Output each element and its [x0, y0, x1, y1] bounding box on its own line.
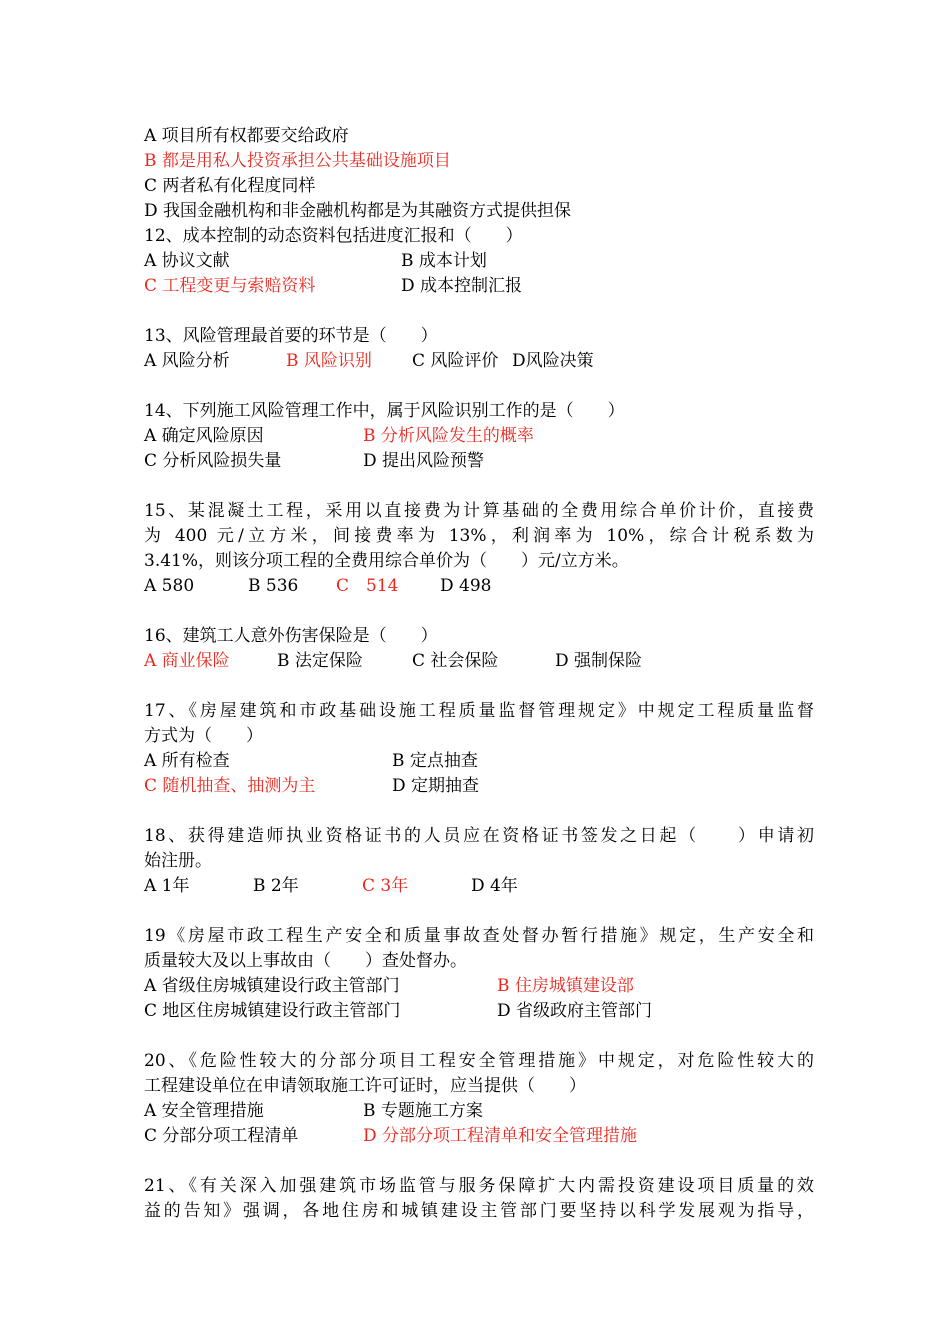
spacer — [144, 374, 814, 399]
q20-option-b: B 专题施工方案 — [363, 1101, 483, 1121]
q15-options-row — [144, 574, 814, 599]
q16-option-c: C 社会保险 — [412, 651, 499, 671]
q20-option-a: A 安全管理措施 — [144, 1101, 264, 1121]
q17-stem-line1: 17、《房屋建筑和市政基础设施工程质量监督管理规定》中规定工程质量监督 — [144, 701, 814, 721]
spacer — [144, 474, 814, 499]
q19-option-d: D 省级政府主管部门 — [497, 1001, 653, 1021]
q11-option-d: D 我国金融机构和非金融机构都是为其融资方式提供担保 — [144, 201, 572, 221]
q21-stem-line2: 益的告知》强调，各地住房和城镇建设主管部门要坚持以科学发展观为指导， — [144, 1201, 814, 1221]
q15-option-b: B 536 — [248, 576, 299, 596]
q18-option-c-correct: C 3年 — [362, 876, 409, 896]
q11-option-c: C 两者私有化程度同样 — [144, 176, 316, 196]
q18-option-b: B 2年 — [253, 876, 299, 896]
q12-option-c-correct: C 工程变更与索赔资料 — [144, 276, 316, 296]
q16-stem: 16、建筑工人意外伤害保险是（ ） — [144, 626, 438, 646]
q14-stem: 14、下列施工风险管理工作中，属于风险识别工作的是（ ） — [144, 401, 625, 421]
q15-stem-line1: 15、某混凝土工程，采用以直接费为计算基础的全费用综合单价计价，直接费 — [144, 501, 814, 521]
q19-option-c: C 地区住房城镇建设行政主管部门 — [144, 1001, 401, 1021]
q18-option-d: D 4年 — [471, 876, 518, 896]
q15-option-a: A 580 — [144, 576, 195, 596]
q12-stem: 12、成本控制的动态资料包括进度汇报和（ ） — [144, 226, 523, 246]
q17-options-row2 — [144, 774, 814, 799]
q16-option-d: D 强制保险 — [555, 651, 643, 671]
q19-options-row2 — [144, 999, 814, 1024]
q17-options-row1 — [144, 749, 814, 774]
spacer — [144, 899, 814, 924]
q17-option-d: D 定期抽查 — [392, 776, 480, 796]
q12-option-d: D 成本控制汇报 — [401, 276, 523, 296]
q20-option-d-correct: D 分部分项工程清单和安全管理措施 — [363, 1126, 638, 1146]
q14-options-row1 — [144, 424, 814, 449]
q16-options-row — [144, 649, 814, 674]
q19-options-row1 — [144, 974, 814, 999]
q20-options-row1 — [144, 1099, 814, 1124]
q17-option-b: B 定点抽查 — [392, 751, 478, 771]
q16-option-a-correct: A 商业保险 — [144, 651, 230, 671]
q19-stem-line1: 19《房屋市政工程生产安全和质量事故查处督办暂行措施》规定，生产安全和 — [144, 926, 814, 946]
q15-option-c-correct: C 514 — [336, 576, 399, 596]
q14-option-c: C 分析风险损失量 — [144, 451, 282, 471]
q12-options-row1 — [144, 249, 814, 274]
spacer — [144, 799, 814, 824]
q12-option-b: B 成本计划 — [401, 251, 487, 271]
q14-option-d: D 提出风险预警 — [363, 451, 485, 471]
spacer — [144, 299, 814, 324]
q14-option-b-correct: B 分析风险发生的概率 — [363, 426, 534, 446]
q17-option-a: A 所有检查 — [144, 751, 230, 771]
q13-stem: 13、风险管理最首要的环节是（ ） — [144, 326, 438, 346]
q19-option-b-correct: B 住房城镇建设部 — [497, 976, 634, 996]
q19-stem-line2: 质量较大及以上事故由（ ）查处督办。 — [144, 951, 467, 971]
q13-option-d: D风险决策 — [512, 351, 594, 371]
q19-option-a: A 省级住房城镇建设行政主管部门 — [144, 976, 400, 996]
spacer — [144, 674, 814, 699]
q14-options-row2 — [144, 449, 814, 474]
q18-options-row — [144, 874, 814, 899]
q12-options-row2 — [144, 274, 814, 299]
q15-stem-line2: 为 400 元/立方米，间接费率为 13%，利润率为 10%，综合计税系数为 — [144, 526, 814, 546]
q13-options-row — [144, 349, 814, 374]
q20-options-row2 — [144, 1124, 814, 1149]
q20-stem-line1: 20、《危险性较大的分部分项目工程安全管理措施》中规定，对危险性较大的 — [144, 1051, 814, 1071]
q17-option-c-correct: C 随机抽查、抽测为主 — [144, 776, 316, 796]
q21-stem-line1: 21、《有关深入加强建筑市场监管与服务保障扩大内需投资建设项目质量的效 — [144, 1176, 814, 1196]
spacer — [144, 599, 814, 624]
q11-option-a: A 项目所有权都要交给政府 — [144, 126, 349, 146]
q13-option-b-correct: B 风险识别 — [286, 351, 372, 371]
q18-option-a: A 1年 — [144, 876, 190, 896]
q20-stem-line2: 工程建设单位在申请领取施工许可证时，应当提供（ ） — [144, 1076, 586, 1096]
q13-option-c: C 风险评价 — [412, 351, 499, 371]
spacer — [144, 1149, 814, 1174]
q11-option-b-correct: B 都是用私人投资承担公共基础设施项目 — [144, 151, 451, 171]
q15-option-d: D 498 — [440, 576, 492, 596]
q18-stem-line1: 18、获得建造师执业资格证书的人员应在资格证书签发之日起（ ）申请初 — [144, 826, 814, 846]
q16-option-b: B 法定保险 — [277, 651, 363, 671]
q17-stem-line2: 方式为（ ） — [144, 726, 263, 746]
spacer — [144, 1024, 814, 1049]
q12-option-a: A 协议文献 — [144, 251, 230, 271]
q13-option-a: A 风险分析 — [144, 351, 230, 371]
q20-option-c: C 分部分项工程清单 — [144, 1126, 299, 1146]
q15-stem-line3: 3.41%，则该分项工程的全费用综合单价为（ ）元/立方米。 — [144, 551, 629, 571]
q14-option-a: A 确定风险原因 — [144, 426, 264, 446]
document-page — [144, 124, 814, 1224]
q18-stem-line2: 始注册。 — [144, 851, 212, 871]
